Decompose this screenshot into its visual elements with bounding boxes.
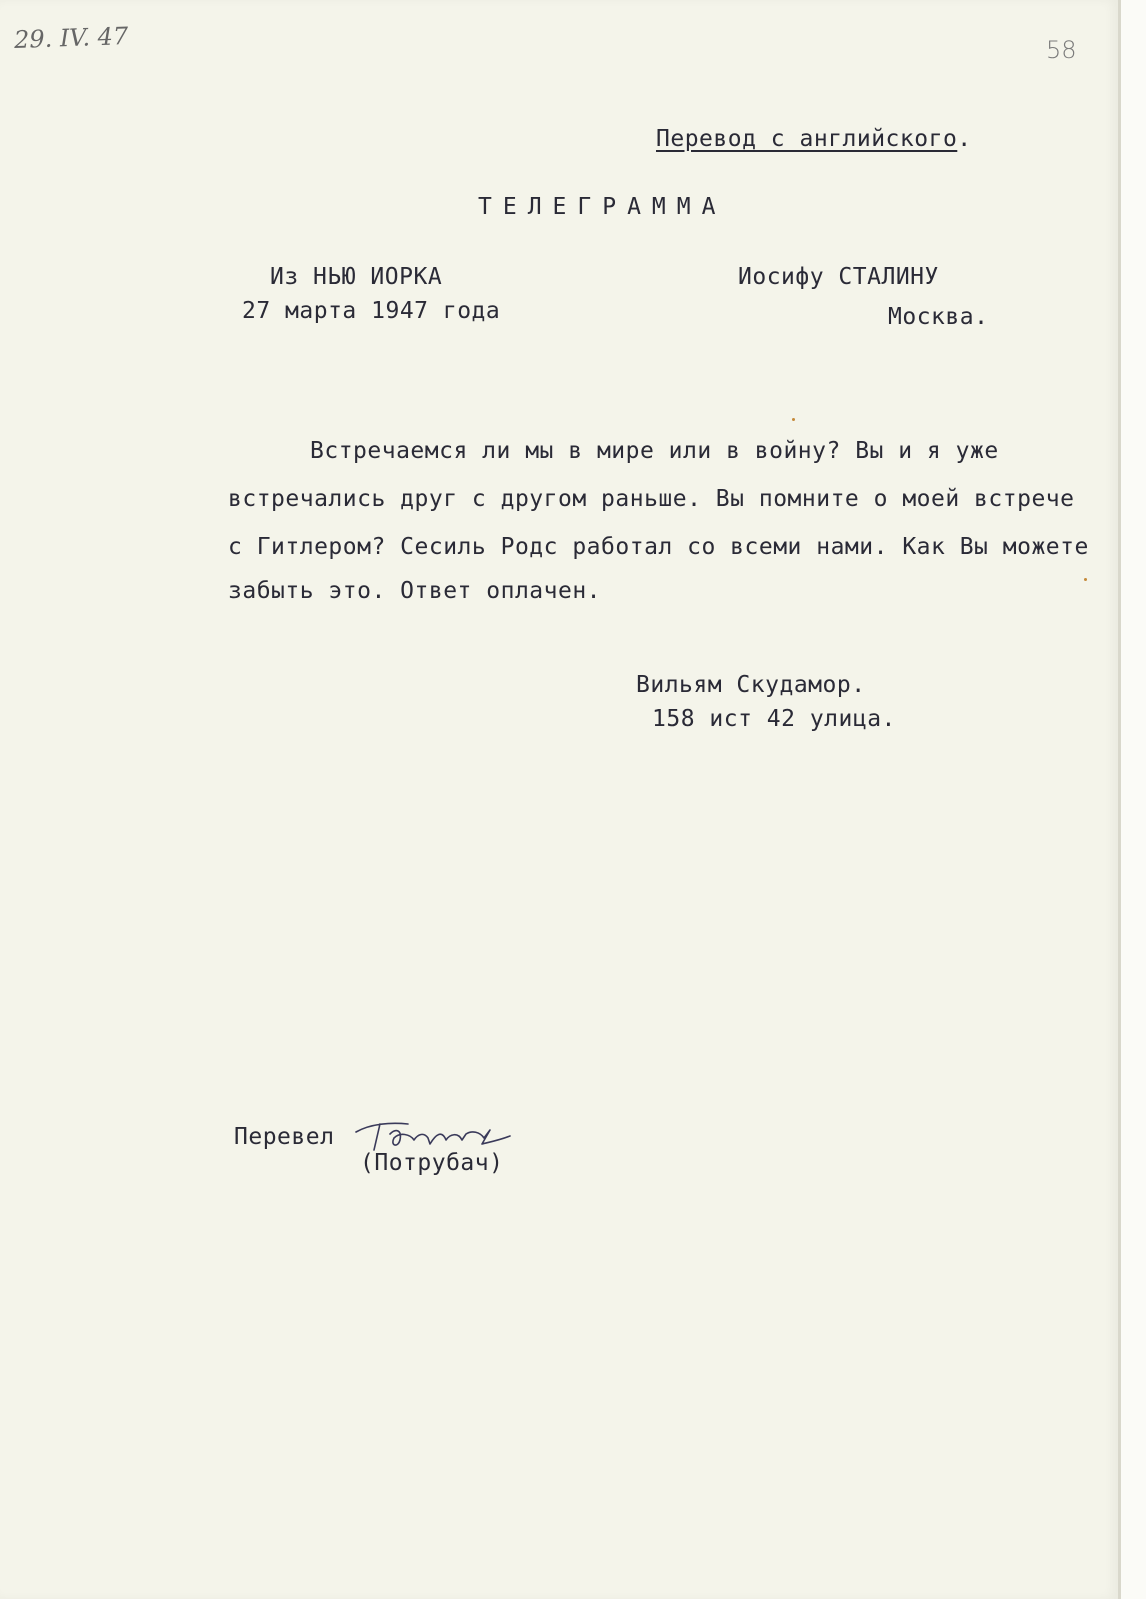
translated-by-label: Перевел [234, 1124, 335, 1150]
document-title: ТЕЛЕГРАММА [478, 194, 727, 220]
page-edge [1121, 0, 1146, 1599]
telegram-date: 27 марта 1947 года [242, 298, 501, 324]
body-line-3: с Гитлером? Сесиль Родс работал со всеми нами. Как Вы можете [228, 534, 1089, 560]
body-line-4: забыть это. Ответ оплачен. [228, 578, 602, 604]
handwritten-page-number: 58 [1046, 36, 1077, 64]
paper-speck [1084, 578, 1087, 581]
sender-name: Вильям Скудамор. [636, 672, 866, 698]
paper-speck [792, 418, 795, 421]
recipient-city: Москва. [888, 304, 989, 330]
sender-address: 158 ист 42 улица. [652, 706, 896, 732]
recipient: Иосифу СТАЛИНУ [738, 264, 939, 290]
from-location: Из НЬЮ ИОРКА [270, 264, 443, 290]
body-line-2: встречались друг с другом раньше. Вы помните о моей встрече [228, 486, 1075, 512]
translation-note-text: Перевод с английского [656, 126, 958, 152]
translation-note [656, 128, 972, 151]
translator-name: (Потрубач) [360, 1150, 504, 1176]
translation-note-period: . [957, 126, 972, 152]
handwritten-date-note: 29. IV. 47 [13, 22, 129, 54]
body-line-1: Встречаемся ли мы в мире или в войну? Вы и я уже [310, 438, 999, 464]
